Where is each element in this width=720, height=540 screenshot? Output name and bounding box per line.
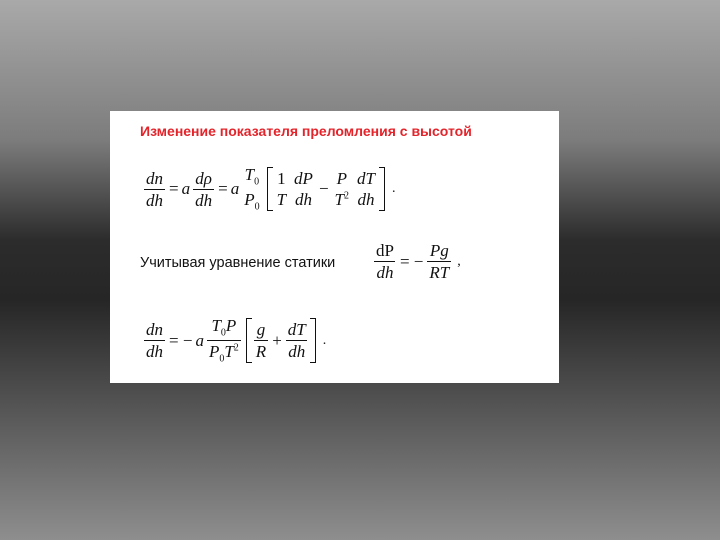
fraction-1-t: 1 T (276, 169, 287, 210)
fraction-dp-dh: dP dh (294, 169, 313, 210)
formula-hydrostatic: $\frac{dP}{dh}$ = − $\frac{Pg}{RT}$ , (376, 241, 461, 282)
fraction-dp-dh: $\frac{dP}{dh}$ (376, 241, 394, 282)
slide-content (110, 111, 559, 383)
fraction-pg-rt: $\frac{Pg}{RT}$ (429, 241, 450, 282)
slide-title: Изменение показателя преломления с высотой (140, 123, 472, 139)
fraction-t0p-p0t2: $\frac{T_0P}{P_0T^2}$ (208, 316, 239, 365)
fraction-drho-dh: $\frac{d\rho}{dh}$ (195, 168, 213, 210)
statics-text: Учитывая уравнение статики (140, 255, 336, 271)
fraction-dt-dh: $\frac{dT}{dh}$ (287, 320, 306, 362)
formula-refraction-gradient: $\frac{dn}{dh}$ = a $\frac{d\rho}{dh}$ = a $T_0$ $P_0$ 1 T dP dh − P $T^2$ dT dh . (146, 165, 396, 213)
fraction-t0-p0: $T_0$ $P_0$ (244, 165, 260, 213)
fraction-dt-dh: dT dh (357, 169, 375, 210)
fraction-p-t2: P $T^2$ (334, 169, 349, 210)
formula-result: $\frac{dn}{dh}$ = − a $\frac{T_0P}{P_0T^2}$ $\frac{g}{R}$ + $\frac{dT}{dh}$ . (146, 316, 327, 365)
fraction-g-r: $\frac{g}{R}$ (255, 320, 267, 362)
square-bracket-group: $\frac{g}{R}$ + $\frac{dT}{dh}$ (246, 321, 316, 360)
fraction-dn-dh: $\frac{dn}{dh}$ (146, 168, 163, 210)
square-bracket-group: 1 T dP dh − P $T^2$ dT dh (267, 170, 385, 208)
fraction-dn-dh: $\frac{dn}{dh}$ (146, 320, 163, 362)
